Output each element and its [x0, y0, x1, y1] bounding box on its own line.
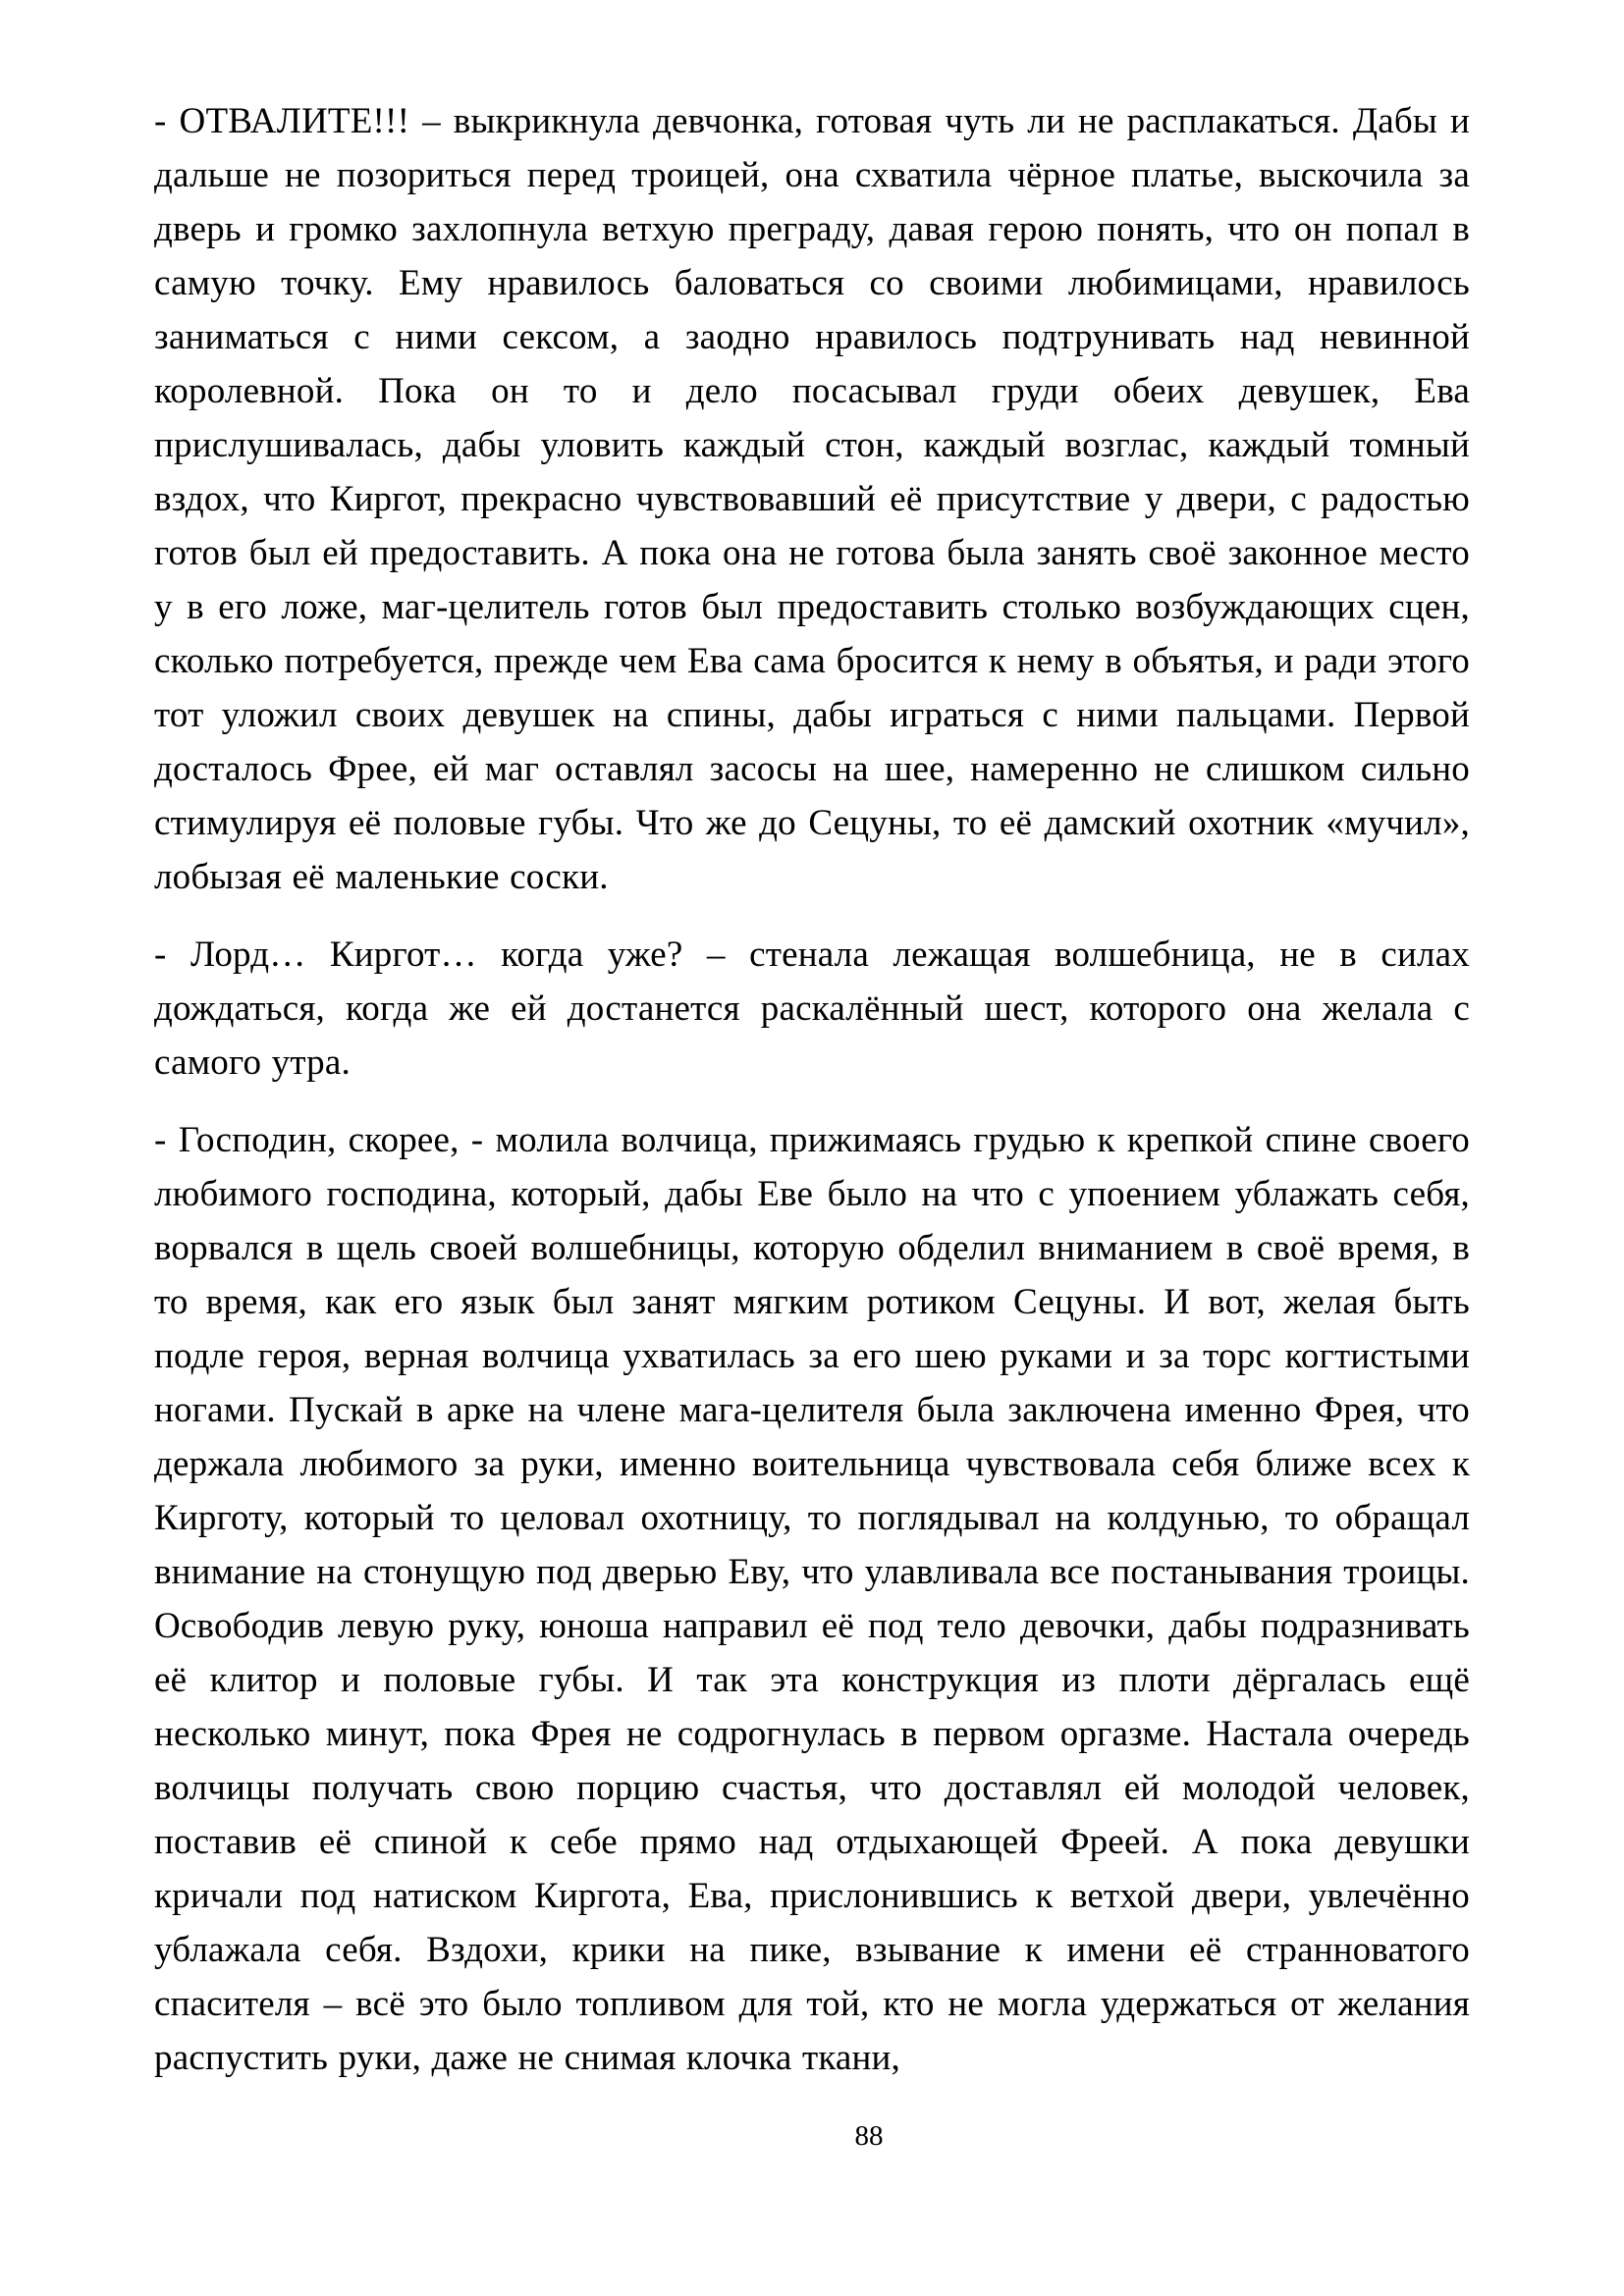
paragraph-2: - Лорд… Киргот… когда уже? – стенала лежащая волшебница, не в силах дождаться, когда же ей достанется раскалённый шест, которого она желала с самого утра. — [154, 934, 1470, 1083]
text-block — [154, 94, 1470, 2109]
paragraph-3: - Господин, скорее, - молила волчица, прижимаясь грудью к крепкой спине своего любимого господина, который, дабы Еве было на что с упоением ублажать себя, ворвался в щель своей волшебницы, которую обделил вниманием в своё время, в то время, как его язык был занят мягким ротиком Сецуны. И вот, желая быть подле героя, верная волчица ухватилась за его шею руками и за торс когтистыми ногами. Пускай в арке на члене мага-целителя была заключена именно Фрея, что держала любимого за руки, именно воительница чувствовала себя ближе всех к Кирготу, который то целовал охотницу, то поглядывал на колдунью, то обращал внимание на стонущую под дверью Еву, что улавливала все постанывания троицы. Освободив левую руку, юноша направил её под тело девочки, дабы подразнивать её клитор и половые губы. И так эта конструкция из плоти дёргалась ещё несколько минут, пока Фрея не содрогнулась в первом оргазме. Настала очередь волчицы получать свою порцию счастья, что доставлял ей молодой человек, поставив её спиной к себе прямо над отдыхающей Фреей. А пока девушки кричали под натиском Киргота, Ева, прислонившись к ветхой двери, увлечённо ублажала себя. Вздохи, крики на пике, взывание к имени её странноватого спасителя – всё это было топливом для той, кто не могла удержаться от желания распустить руки, даже не снимая клочка ткани, — [154, 1120, 1470, 2078]
paragraph-1: - ОТВАЛИТЕ!!! – выкрикнула девчонка, готовая чуть ли не расплакаться. Дабы и дальше не позориться перед троицей, она схватила чёрное платье, выскочила за дверь и громко захлопнула ветхую преграду, давая герою понять, что он попал в самую точку. Ему нравилось баловаться со своими любимицами, нравилось заниматься с ними сексом, а заодно нравилось подтрунивать над невинной королевной. Пока он то и дело посасывал груди обеих девушек, Ева прислушивалась, дабы уловить каждый стон, каждый возглас, каждый томный вздох, что Киргот, прекрасно чувствовавший её присутствие у двери, с радостью готов был ей предоставить. А пока она не готова была занять своё законное место у в его ложе, маг-целитель готов был предоставить столько возбуждающих сцен, сколько потребуется, прежде чем Ева сама бросится к нему в объятья, и ради этого тот уложил своих девушек на спины, дабы играться с ними пальцами. Первой досталось Фрее, ей маг оставлял засосы на шее, намеренно не слишком сильно стимулируя её половые губы. Что же до Сецуны, то её дамский охотник «мучил», лобызая её маленькие соски. — [154, 101, 1470, 897]
page-number: 88 — [854, 2120, 884, 2152]
